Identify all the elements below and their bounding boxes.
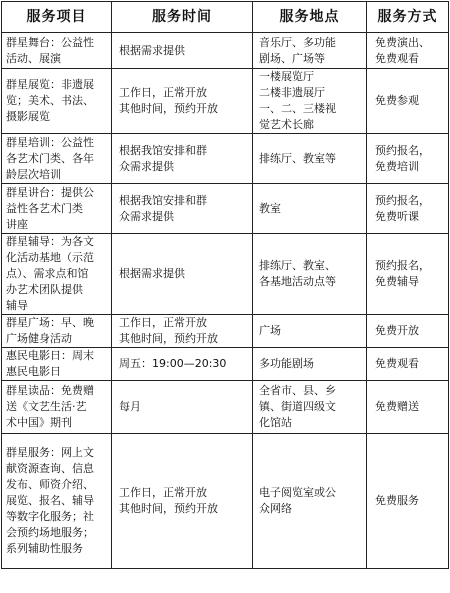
cell-text-line: 一楼展览厅 (259, 70, 314, 83)
header-service-time: 服务时间 (112, 2, 253, 33)
table-row (2, 69, 449, 134)
table-row (2, 234, 449, 315)
cell-text-line: 电子阅览室或公 (259, 486, 336, 499)
cell-text-line: 众需求提供 (119, 159, 174, 173)
cell-text-line: 周五：19:00—20:30 (119, 357, 227, 370)
table-row (2, 381, 449, 434)
cell-text-line: 辅导 (6, 299, 28, 312)
cell-text-line: 系列辅助性服务 (6, 542, 83, 555)
table-row (2, 348, 449, 381)
cell-text-line: 众需求提供 (119, 209, 174, 223)
cell-text-line: 预约报名， (375, 143, 430, 157)
cell-text-line: 群星读品：免费赠 (6, 384, 94, 397)
cell-text-line: 免费服务 (375, 494, 419, 507)
header-service-mode: 服务方式 (367, 2, 449, 33)
cell-text-line: 惠民电影日：周末 (6, 349, 94, 362)
cell-text-line: 点）、需求点和馆 (6, 267, 89, 280)
header-service-place: 服务地点 (253, 2, 367, 33)
cell-text-line: 根据需求提供 (119, 43, 185, 57)
service-item-cell (2, 234, 112, 315)
service-place-cell (253, 69, 367, 134)
service-mode-cell (367, 134, 449, 184)
service-item-cell (2, 381, 112, 434)
cell-text-line: 等数字化服务；社 (6, 510, 94, 523)
cell-text-line: 群星展览：非遗展 (6, 78, 94, 91)
service-time-cell (112, 33, 253, 69)
cell-text-line: 益性各艺术门类 (6, 201, 83, 215)
cell-text-line: 惠民电影日 (6, 365, 61, 378)
cell-text-line: 每月 (119, 400, 141, 413)
cell-text-line: 根据需求提供 (119, 267, 185, 280)
service-place-cell (253, 434, 367, 569)
service-mode-cell (367, 234, 449, 315)
service-time-cell (112, 315, 253, 348)
cell-text-line: 发布、师资介绍、 (6, 478, 94, 491)
cell-text-line: 其他时间，预约开放 (119, 332, 218, 345)
cell-text-line: 会预约场地服务； (6, 526, 94, 539)
cell-text-line: 工作日，正常开放 (119, 86, 207, 99)
service-item-cell (2, 33, 112, 69)
service-mode-cell (367, 381, 449, 434)
service-time-cell (112, 134, 253, 184)
service-time-cell (112, 69, 253, 134)
service-place-cell (253, 315, 367, 348)
cell-text-line: 免费培训 (375, 159, 419, 173)
service-item-cell (2, 184, 112, 234)
cell-text-line: 览；美术、书法、 (6, 94, 94, 107)
cell-text-line: 化活动基地（示范 (6, 251, 94, 264)
table-row (2, 184, 449, 234)
cell-text-line: 免费观看 (375, 357, 419, 370)
cell-text-line: 剧场、广场等 (259, 51, 325, 65)
cell-text-line: 镇、街道四级文 (259, 400, 336, 413)
table-row (2, 315, 449, 348)
service-item-cell (2, 315, 112, 348)
cell-text-line: 免费听课 (375, 209, 419, 223)
cell-text-line: 龄层次培训 (6, 167, 61, 181)
cell-text-line: 免费演出、 (375, 35, 430, 49)
cell-text-line: 其他时间，预约开放 (119, 502, 218, 515)
cell-text-line: 其他时间，预约开放 (119, 102, 218, 115)
cell-text-line: 一、二、三楼视 (259, 102, 336, 115)
cell-text-line: 排练厅、教室、 (259, 259, 336, 272)
table-row (2, 434, 449, 569)
cell-text-line: 展览、报名、辅导 (6, 494, 94, 507)
service-place-cell (253, 33, 367, 69)
service-place-cell (253, 381, 367, 434)
table-row (2, 134, 449, 184)
service-place-cell (253, 348, 367, 381)
service-mode-cell (367, 315, 449, 348)
cell-text-line: 多功能剧场 (259, 357, 314, 370)
service-table (1, 1, 449, 569)
service-mode-cell (367, 434, 449, 569)
cell-text-line: 群星广场：早、晚 (6, 316, 94, 329)
cell-text-line: 二楼非遗展厅 (259, 86, 325, 99)
cell-text-line: 活动、展演 (6, 51, 61, 65)
service-time-cell (112, 381, 253, 434)
cell-text-line: 工作日，正常开放 (119, 316, 207, 329)
service-item-cell (2, 434, 112, 569)
cell-text-line: 免费赠送 (375, 400, 419, 413)
service-place-cell (253, 184, 367, 234)
cell-text-line: 觉艺术长廊 (259, 118, 314, 131)
cell-text-line: 排练厅、教室等 (259, 151, 336, 165)
cell-text-line: 群星辅导：为各文 (6, 235, 94, 248)
cell-text-line: 免费观看 (375, 51, 419, 65)
service-mode-cell (367, 33, 449, 69)
cell-text-line: 广场 (259, 324, 281, 337)
cell-text-line: 教室 (259, 201, 281, 215)
service-place-cell (253, 134, 367, 184)
cell-text-line: 摄影展览 (6, 110, 50, 123)
service-mode-cell (367, 69, 449, 134)
header-service-item: 服务项目 (2, 2, 112, 33)
cell-text-line: 术中国》期刊 (6, 416, 72, 429)
cell-text-line: 各基地活动点等 (259, 275, 336, 288)
cell-text-line: 免费辅导 (375, 275, 419, 288)
table-row (2, 33, 449, 69)
cell-text-line: 根据我馆安排和群 (119, 143, 207, 157)
service-time-cell (112, 434, 253, 569)
cell-text-line: 各艺术门类、各年 (6, 151, 94, 165)
cell-text-line: 全省市、县、乡 (259, 384, 336, 397)
cell-text-line: 讲座 (6, 217, 28, 231)
cell-text-line: 预约报名， (375, 193, 430, 207)
service-time-cell (112, 348, 253, 381)
cell-text-line: 众网络 (259, 502, 292, 515)
service-item-cell (2, 69, 112, 134)
service-mode-cell (367, 348, 449, 381)
cell-text-line: 免费开放 (375, 324, 419, 337)
cell-text-line: 群星培训：公益性 (6, 135, 94, 149)
service-time-cell (112, 184, 253, 234)
cell-text-line: 预约报名， (375, 259, 430, 272)
cell-text-line: 办艺术团队提供 (6, 283, 83, 296)
cell-text-line: 化馆站 (259, 416, 292, 429)
cell-text-line: 根据我馆安排和群 (119, 193, 207, 207)
service-time-cell (112, 234, 253, 315)
service-place-cell (253, 234, 367, 315)
cell-text-line: 献资源查询、信息 (6, 462, 94, 475)
table-body (2, 33, 449, 569)
service-mode-cell (367, 184, 449, 234)
header-row (2, 2, 449, 33)
cell-text-line: 工作日，正常开放 (119, 486, 207, 499)
service-item-cell (2, 348, 112, 381)
cell-text-line: 广场健身活动 (6, 332, 72, 345)
cell-text-line: 群星讲台：提供公 (6, 185, 94, 199)
cell-text-line: 群星服务：网上文 (6, 446, 94, 459)
cell-text-line: 送《文艺生活·艺 (6, 400, 87, 413)
cell-text-line: 音乐厅、多功能 (259, 35, 336, 49)
service-item-cell (2, 134, 112, 184)
cell-text-line: 免费参观 (375, 94, 419, 107)
cell-text-line: 群星舞台：公益性 (6, 35, 94, 49)
